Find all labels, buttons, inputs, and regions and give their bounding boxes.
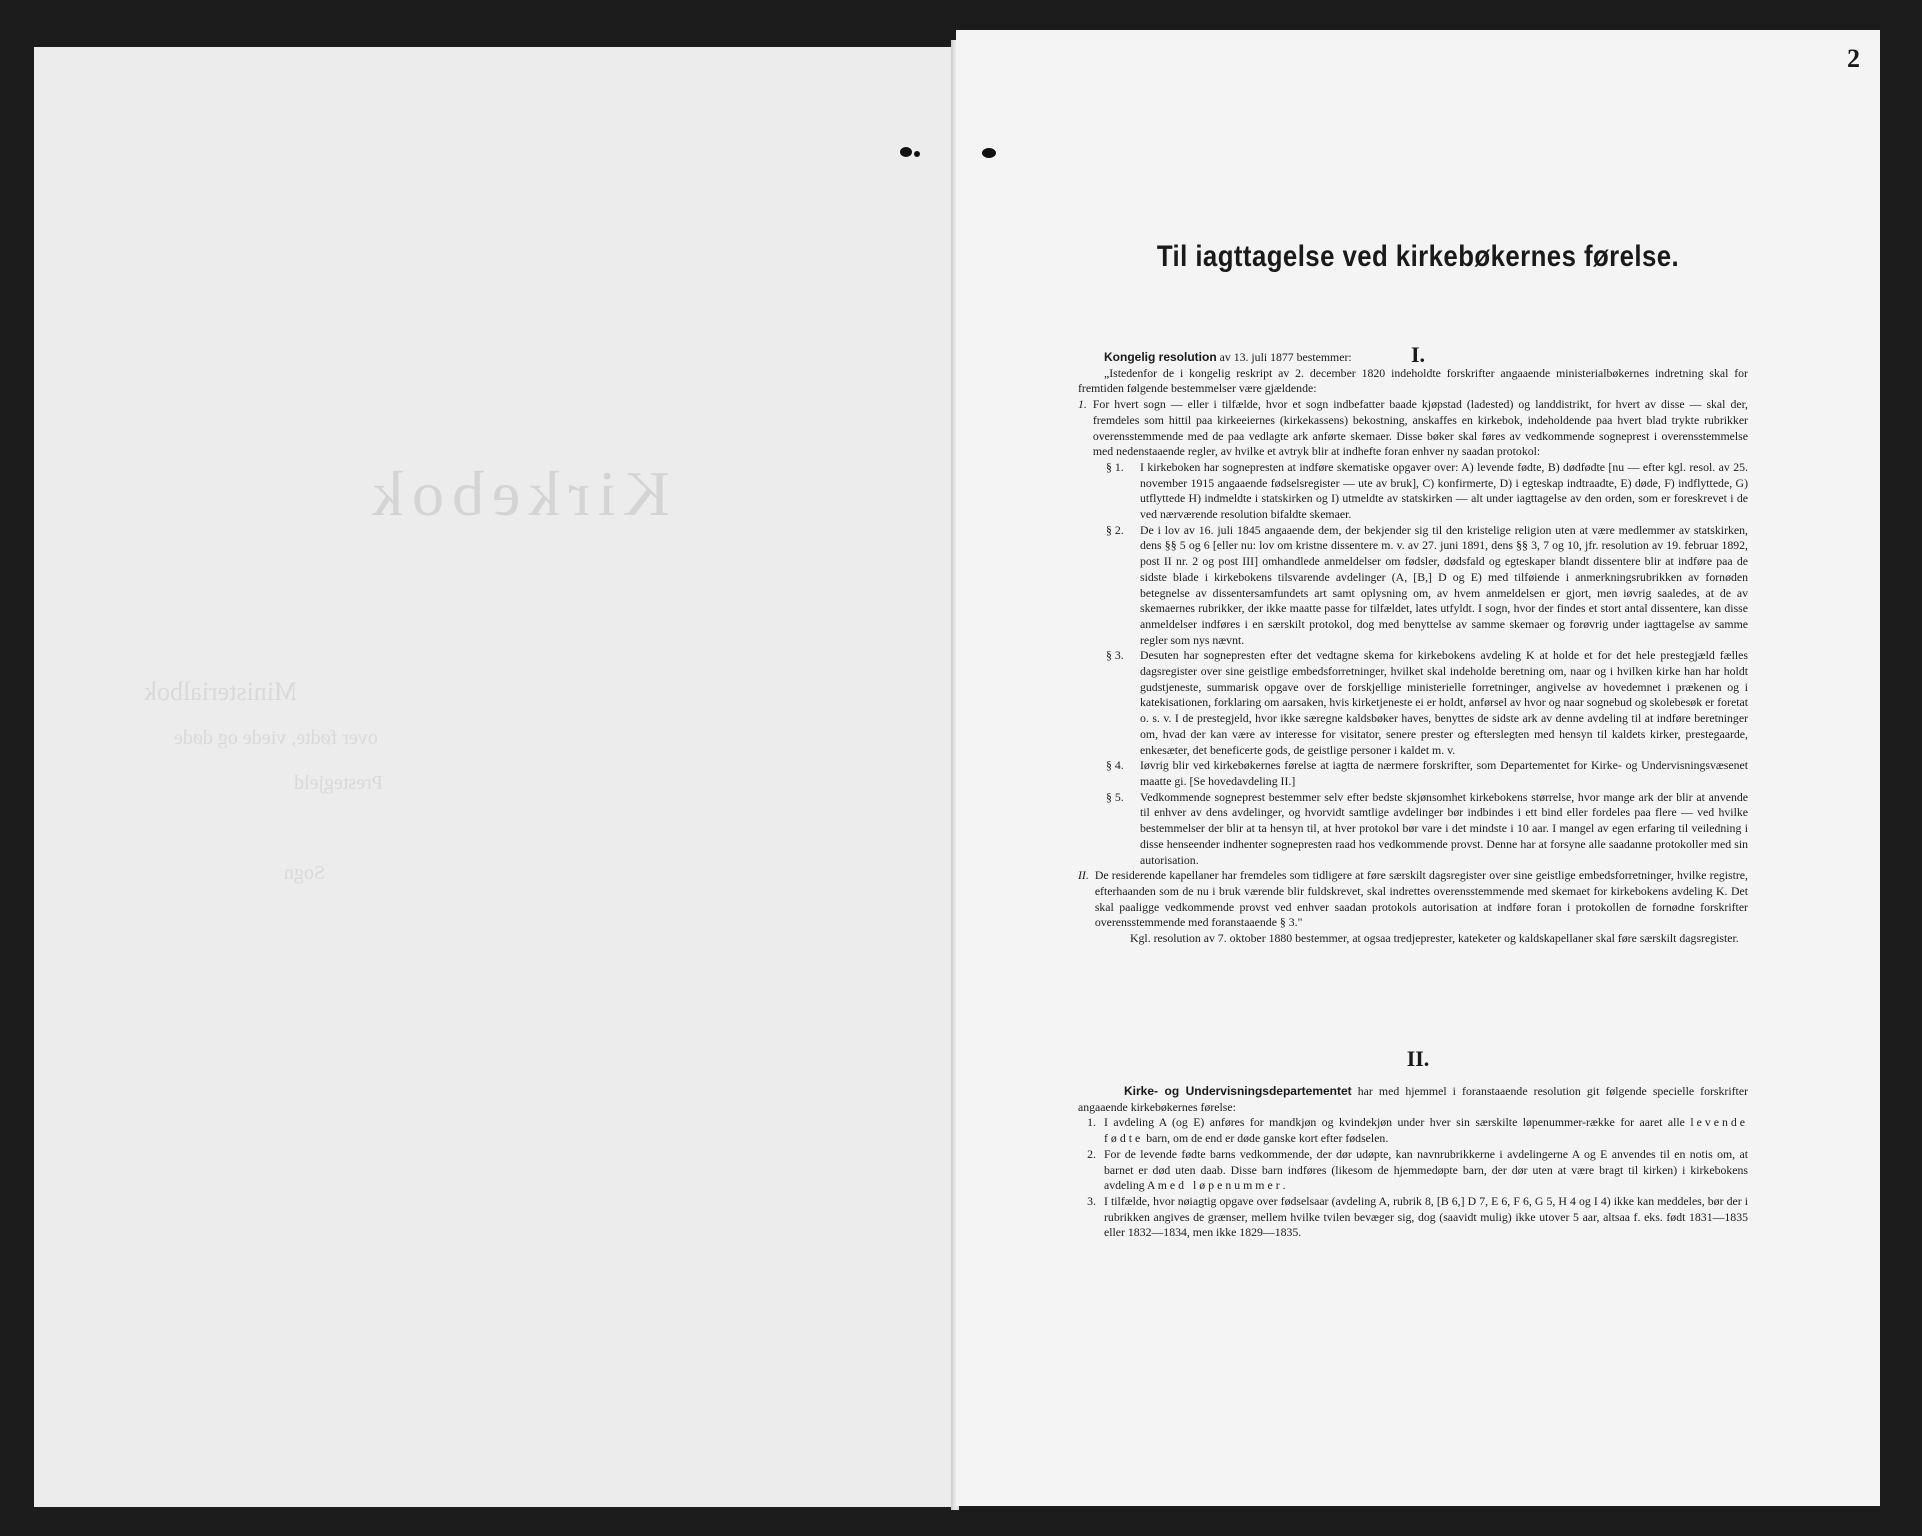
quote-opening: „Istedenfor de i kongelig reskript av 2. december 1820 indeholdte forskrifter angaaende ministerialbøkernes indretning skal for fremtiden følgende bestemmelser være gjældende: bbox=[1078, 365, 1748, 396]
item-text-end: barn, om de end er døde ganske kort efter fødselen. bbox=[1143, 1131, 1389, 1146]
item-text: De residerende kapellaner har fremdeles som tidligere at føre særskilt dagsregister over sine geistlige embedsforretninger, hvilke registre, efterhaanden som de nu i bruk værende blir fuldskrevet, skal indrettes overensstemmende med skemaet for kirkebokens avdeling K. Det skal paaligge vedkommende provst ved enhver saadan protokols autorisation at indføre foran i protokollen de fornødne forskrifter overensstemmende med foranstaaende § 3." bbox=[1094, 868, 1748, 930]
bleed-through-line: Ministerialbok bbox=[144, 677, 298, 706]
paragraph-symbol: § 2. bbox=[1106, 522, 1124, 537]
item-number: 2. bbox=[1087, 1146, 1096, 1161]
bleed-through-line: over fødte, viede og døde bbox=[174, 727, 378, 749]
intro-line bbox=[1078, 350, 1748, 366]
bleed-through-title: Kirkebok bbox=[364, 458, 670, 529]
item-number: 3. bbox=[1087, 1193, 1096, 1208]
page-number: 2 bbox=[1847, 44, 1860, 73]
paragraph-5 bbox=[1106, 790, 1748, 869]
item-text-emphasis: med løpenummer bbox=[1157, 1178, 1283, 1193]
paragraph-symbol: § 3. bbox=[1106, 648, 1124, 663]
royal-resolution-block bbox=[1078, 350, 1748, 947]
rule-item-1 bbox=[1078, 1115, 1748, 1146]
rule-item-2 bbox=[1078, 1147, 1748, 1194]
paragraph-4 bbox=[1106, 758, 1748, 789]
department-block bbox=[1078, 1084, 1748, 1241]
item-text bbox=[1104, 1194, 1748, 1241]
closing-note: Kgl. resolution av 7. oktober 1880 bestemmer, at ogsaa tredjeprester, kateketer og kaldskapellaner skal føre særskilt dagsregister. bbox=[1130, 931, 1739, 946]
item-number: 1. bbox=[1078, 397, 1087, 412]
resolution-item-1 bbox=[1078, 397, 1748, 460]
bleed-through-line: Sogn bbox=[284, 862, 326, 884]
section-heading-1: I. bbox=[1410, 342, 1426, 367]
paragraph-symbol: § 4. bbox=[1106, 758, 1124, 773]
paragraph-text: I kirkeboken har sognepresten at indføre skematiske opgaver over: A) levende fødte, B) dødfødte [nu — efter kgl. resol. av 25. november 1915 angaaende fødselsregister — ute av bruk], C) konfirmerte, D) i egteskap indtraadte, E) døde, F) indflyttede, G) utflyttede H) indmeldte i statskirken og I) utmeldte av statskirken — alt under iagttagelse av den orden, som er foreskrevet i de ved nærværende resolution bifaldte skemaer. bbox=[1140, 459, 1748, 522]
ink-spot bbox=[982, 148, 996, 158]
left-page bbox=[34, 47, 955, 1507]
paragraph-3 bbox=[1106, 648, 1748, 758]
item-number: II. bbox=[1078, 868, 1089, 883]
paragraph-text: Desuten har sognepresten efter det vedtagne skema for kirkebokens avdeling K at holde et for det hele prestegjæld fælles dagsregister over sine geistlige embedsforretninger, hvilket skal indeholde beretning om, naar og i hvilken kirke han har holdt gudstjeneste, summarisk opgave over de forskjellige ministerielle forretninger, angivelse av hovedemnet i prækenen og i katekisationen, forklaring om aarsaken, hvis kirketjeneste ei er holdt, anførsel av hvor og naar sognebud og skolebesøk er foretat o. s. v. I de prestegjeld, hvor ikke særegne kaldsbøker haves, benyttes de sidste ark av denne avdeling til at indføre beretninger om, hvad der kan være av interesse for visitator, senere prester og efterslegten med hensyn til kaldets kirker, prestegaarde, enkesæter, det beneficerte gods, de geistlige personer i kaldet m. v. bbox=[1140, 648, 1748, 757]
intro-bold: Kirke- og Undervisningsdepartementet bbox=[1124, 1084, 1352, 1098]
paragraph-1 bbox=[1106, 460, 1748, 523]
bleed-through-line: Prestegjeld bbox=[294, 772, 383, 794]
paragraph-symbol: § 1. bbox=[1106, 459, 1124, 474]
item-text-end: . bbox=[1282, 1178, 1286, 1193]
paragraph-text: Iøvrig blir ved kirkebøkernes førelse at iagtta de nærmere forskrifter, som Departementet for Kirke- og Undervisningsvæsenet maatte gi. [Se hovedavdeling II.] bbox=[1140, 758, 1748, 788]
item-text: For hvert sogn — eller i tilfælde, hvor et sogn indbefatter baade kjøpstad (ladested) og landdistrikt, for hvert av disse — skal der, fremdeles som hittil paa kirkeeiernes (kirkekassens) bekostning, anskaffes en kirkebok, indeholdende paa hvert blad trykte rubrikker overensstemmende med de paa vedlagte ark anførte skemaer. Disse bøker skal føres av vedkommende sogneprest i overensstemmelse med nedenstaaende regler, av hvilke et avtryk blir at indhefte foran enhver ny saadan protokol: bbox=[1092, 397, 1748, 459]
item-text-start: I tilfælde, hvor nøiagtig opgave over fødselsaar (avdeling A, rubrik 8, [B 6,] D 7, E 6, F 6, G 5, H 4 og I 4) ikke kan meddeles, bør der i rubrikken angives de grænser, mellem hvilke tvilen bevæger sig, dog (saavidt mulig) ikke utover 5 aar, altsaa f. eks. født 1831—1835 eller 1832—1834, men ikke 1829—1835. bbox=[1104, 1193, 1748, 1240]
item-text-emphasis: levende fødte bbox=[1104, 1115, 1748, 1146]
resolution-item-2 bbox=[1078, 868, 1748, 931]
section2-intro bbox=[1078, 1084, 1748, 1115]
item-text bbox=[1104, 1147, 1748, 1194]
section-heading-2: II. bbox=[1406, 1046, 1430, 1071]
item-text-start: I avdeling A (og E) anføres for mandkjøn og kvindekjøn under hver sin særskilte løpenummer-række for aaret alle bbox=[1104, 1115, 1691, 1130]
intro-rest: har med hjemmel i foranstaaende resolution git følgende specielle forskrifter angaaende kirkebøkernes førelse: bbox=[1078, 1084, 1748, 1114]
intro-rest: av 13. juli 1877 bestemmer: bbox=[1216, 350, 1352, 364]
paragraph-text: Vedkommende sogneprest bestemmer selv efter bedste skjønsomhet kirkebokens størrelse, hvor mange ark der blir at anvende til enhver av dens avdelinger, og hvorvidt samtlige avdelinger bør indbindes i ett bind eller fordeles paa flere — ved hvilke bestemmelser der blir at ta hensyn til, at hver protokol bør vare i det mindste i 10 aar. I mangel av egen erfaring til veiledning i disse henseender indhenter sognepresten raad hos vedkommende provst. Denne har at forsyne alle saadanne protokoller med sin autorisation. bbox=[1140, 789, 1748, 867]
rule-item-3 bbox=[1078, 1194, 1748, 1241]
ink-spot bbox=[914, 151, 920, 157]
item-text-start: For de levende fødte barns vedkommende, der dør udøpte, kan navnrubrikkerne i avdelingerne A og E anvendes til en notis om, at barnet er død uten daab. Disse barn indføres (likesom de hjemmedøpte barn, der dør uten at være bragt til kirken) i kirkebokens avdeling A bbox=[1104, 1146, 1748, 1193]
paragraph-symbol: § 5. bbox=[1106, 789, 1124, 804]
item-text bbox=[1104, 1115, 1748, 1146]
page-title: Til iagttagelse ved kirkebøkernes førelse. bbox=[1156, 240, 1680, 273]
paragraph-2 bbox=[1106, 523, 1748, 649]
item-number: 1. bbox=[1087, 1115, 1096, 1130]
paragraph-text: De i lov av 16. juli 1845 angaaende dem, der bekjender sig til den kristelige religion uten at være medlemmer av statskirken, dens §§ 5 og 6 [eller nu: lov om kristne dissentere m. v. av 27. juni 1891, dens §§ 3, 7 og 10, jfr. resolution av 19. februar 1892, post II nr. 2 og post III] omhandlede anmeldelser om fødsler, dødsfald og egteskaper blandt dissentere blir at indføre paa de sidste blade i kirkebokens tilsvarende avdelinger (A, [B,] D og E) med tilføiende i anmerkningsrubrikken av fornøden betegnelse av dissentersamfundets art samt oplysning om, av hvem anmeldelsen er gjort, men iøvrig saaledes, at de av skemaernes rubrikker, der ikke maatte passe for tilfældet, lates utfyldt. I sogn, hvor der findes et stort antal dissentere, kan disse anmeldelser indføres i en særskilt protokol, dog med benyttelse av samme skemaer og forøvrig under iagttagelse av samme regler som nys nævnt. bbox=[1140, 522, 1748, 647]
right-page bbox=[956, 30, 1880, 1506]
intro-bold: Kongelig resolution bbox=[1104, 350, 1217, 364]
ink-spot bbox=[900, 147, 912, 157]
